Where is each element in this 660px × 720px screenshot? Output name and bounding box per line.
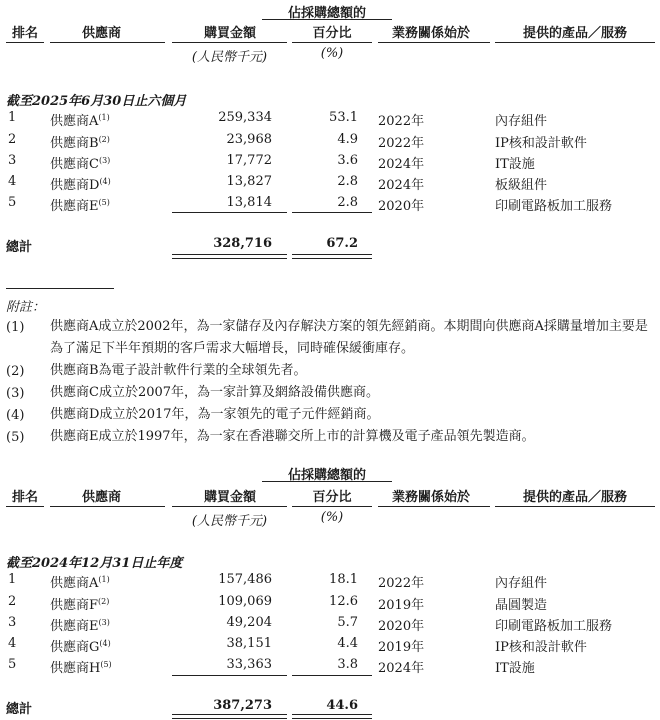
notes-separator [6,288,114,289]
table1-total-amount: 328,716 [213,236,272,251]
rank: 1 [8,110,17,125]
table1-total-label: 總計 [6,240,33,255]
amount: 49,204 [226,615,272,630]
rank: 2 [8,594,17,609]
table2-total-amount: 387,273 [213,698,272,713]
since: 2022年 [378,576,425,591]
rank-underline-2 [6,506,44,507]
note-number: (4) [6,408,25,423]
rank: 4 [8,636,17,651]
amount: 13,814 [226,195,272,210]
supplier-underline-2 [50,506,165,507]
pct-unit: (%) [320,46,344,61]
supplier-name: 供應商$F^{(2)}$ [50,597,110,613]
amount-unit-2: (人民幣千元) [191,514,268,529]
since-underline [378,42,490,43]
pct-underline-2 [292,506,372,507]
amount: 33,363 [226,657,272,672]
since: 2019年 [378,640,425,655]
pct: 4.4 [337,636,358,651]
note-number: (2) [6,364,25,379]
col-since-header-2: 業務關係始於 [392,490,471,505]
rank: 2 [8,132,17,147]
group-underline [262,19,392,20]
supplier-name: 供應商$G^{(4)}$ [50,639,111,655]
note-number: (1) [6,320,25,335]
pct: 12.6 [329,594,358,609]
note-text: 供應商B為電子設計軟件行業的全球領先者。 [50,363,307,378]
amount: 17,772 [226,153,272,168]
rank: 1 [8,572,17,587]
pct: 3.8 [337,657,358,672]
pct-subtotal-rule [292,212,372,213]
since: 2020年 [378,199,425,214]
rank: 4 [8,174,17,189]
pct: 3.6 [337,153,358,168]
pct: 53.1 [329,110,358,125]
note-text: 供應商D成立於2017年，為一家領先的電子元件經銷商。 [50,407,380,422]
product: IP核和設計軟件 [495,136,587,151]
amount: 157,486 [218,572,272,587]
note-number: (3) [6,386,25,401]
table2-period: 截至2024年12月31日止年度 [6,556,183,571]
amount-unit: (人民幣千元) [191,50,268,65]
amount-subtotal-rule [172,212,287,213]
pct-subtotal-rule-2 [292,675,372,676]
amount-total-double-rule-2 [172,714,287,719]
pct-group-header-2: 佔採購總額的 [287,468,366,483]
rank: 3 [8,615,17,630]
pct: 2.8 [337,195,358,210]
amount: 259,334 [218,110,272,125]
product: 晶圓製造 [495,598,548,613]
rank: 5 [8,657,17,672]
col-supplier-header-2: 供應商 [82,490,122,505]
table2-total-pct: 44.6 [326,698,358,713]
since: 2024年 [378,178,425,193]
rank-underline [6,42,44,43]
amount-total-double-rule [172,254,287,259]
product: 內存組件 [495,576,548,591]
product: IP核和設計軟件 [495,640,587,655]
col-since-header: 業務關係始於 [392,26,471,41]
note-text: 供應商C成立於2007年，為一家計算及網絡設備供應商。 [50,385,380,400]
supplier-name: 供應商$C^{(3)}$ [50,156,111,172]
note-text: 供應商A成立於2002年，為一家儲存及內存解決方案的領先經銷商。本期間向供應商A採購量增加主要是為了滿足下半年預期的客戶需求大幅增長，同時確保緩衝庫存。 [50,319,648,356]
pct: 5.7 [337,615,358,630]
product: IT設施 [495,661,535,676]
col-products-header-2: 提供的產品／服務 [523,490,628,505]
rank: 5 [8,195,17,210]
products-underline-2 [495,506,655,507]
product: 內存組件 [495,114,548,129]
table2-total-label: 總計 [6,702,33,717]
pct-total-double-rule-2 [292,714,372,719]
supplier-name: 供應商$E^{(5)}$ [50,198,110,214]
since: 2024年 [378,661,425,676]
table1-period: 截至2025年6月30日止六個月 [6,94,187,109]
group-underline-2 [262,481,392,482]
col-pct-header-2: 百分比 [312,490,352,505]
since: 2019年 [378,598,425,613]
amount-underline [172,42,287,43]
pct-unit-2: (%) [320,510,344,525]
supplier-name: 供應商$A^{(1)}$ [50,113,110,129]
pct: 18.1 [329,572,358,587]
products-underline [495,42,655,43]
pct: 2.8 [337,174,358,189]
table1-total-pct: 67.2 [326,236,358,251]
col-amount-header-2: 購買金額 [203,490,256,505]
since: 2022年 [378,136,425,151]
amount: 38,151 [226,636,272,651]
pct-group-header: 佔採購總額的 [287,6,366,21]
supplier-name: 供應商$E^{(3)}$ [50,618,110,634]
supplier-underline [50,42,165,43]
since-underline-2 [378,506,490,507]
product: 板級組件 [495,178,548,193]
pct: 4.9 [337,132,358,147]
amount: 109,069 [218,594,272,609]
since: 2020年 [378,619,425,634]
product: 印刷電路板加工服務 [495,199,613,214]
supplier-name: 供應商$D^{(4)}$ [50,177,111,193]
col-rank-header: 排名 [12,26,39,41]
supplier-name: 供應商$B^{(2)}$ [50,135,110,151]
pct-underline [292,42,372,43]
amount: 13,827 [226,174,272,189]
product: 印刷電路板加工服務 [495,619,613,634]
col-products-header: 提供的產品／服務 [523,26,628,41]
pct-total-double-rule [292,254,372,259]
rank: 3 [8,153,17,168]
note-text: 供應商E成立於1997年，為一家在香港聯交所上市的計算機及電子產品領先製造商。 [50,429,535,444]
col-supplier-header: 供應商 [82,26,122,41]
col-pct-header: 百分比 [312,26,352,41]
since: 2022年 [378,114,425,129]
since: 2024年 [378,157,425,172]
notes-heading: 附註： [6,300,46,315]
note-number: (5) [6,430,25,445]
amount: 23,968 [226,132,272,147]
amount-subtotal-rule-2 [172,675,287,676]
supplier-name: 供應商$A^{(1)}$ [50,575,110,591]
product: IT設施 [495,157,535,172]
col-amount-header: 購買金額 [203,26,256,41]
amount-underline-2 [172,506,287,507]
col-rank-header-2: 排名 [12,490,39,505]
supplier-name: 供應商$H^{(5)}$ [50,660,112,676]
